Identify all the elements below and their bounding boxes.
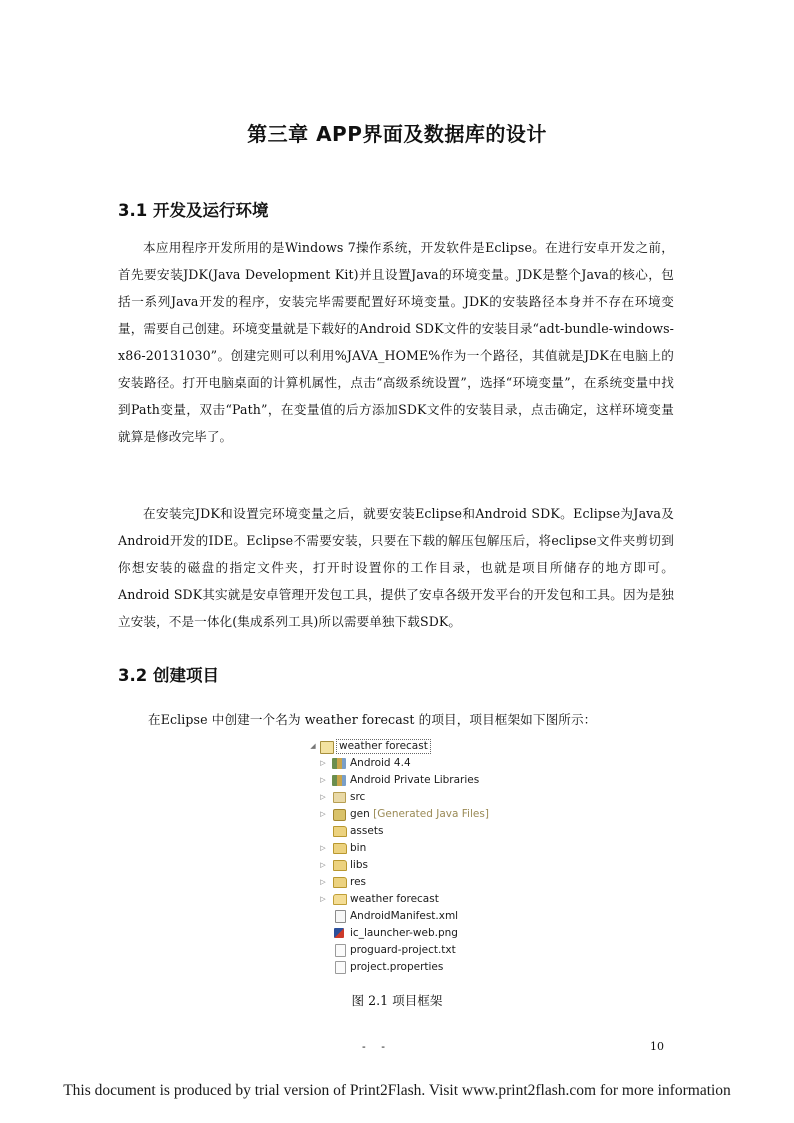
- figure-caption: 图 2.1 项目框架: [351, 993, 443, 1008]
- tree-item-label: libs: [350, 859, 368, 871]
- expanded-arrow-icon: ◢: [310, 742, 316, 750]
- folder-icon: [333, 860, 347, 871]
- tree-item: [308, 772, 498, 789]
- section-3-2-paragraph-1: 在Eclipse 中创建一个名为 weather forecast 的项目，项目框架如下图所示：: [148, 712, 597, 727]
- tree-item-label: project.properties: [350, 961, 444, 973]
- collapsed-arrow-icon: ▷: [320, 759, 326, 767]
- collapsed-arrow-icon: ▷: [320, 861, 326, 869]
- library-icon: [332, 775, 346, 786]
- project-icon: [320, 741, 334, 754]
- folder-icon: [333, 826, 347, 837]
- section-title-3-2: 3.2 创建项目: [118, 666, 219, 685]
- tree-item-label: bin: [350, 842, 367, 854]
- section-title-3-1: 3.1 开发及运行环境: [118, 201, 269, 220]
- tree-item-label: gen: [350, 808, 370, 820]
- tree-item-label: AndroidManifest.xml: [350, 910, 459, 922]
- print2flash-watermark: This document is produced by trial version of Print2Flash. Visit www.print2flash.com for more information: [63, 1082, 731, 1099]
- generated-folder-icon: [333, 809, 346, 821]
- tree-item: [308, 959, 498, 976]
- chapter-title: 第三章 APP界面及数据库的设计: [247, 122, 547, 146]
- tree-item: [308, 874, 498, 891]
- tree-root: [308, 738, 498, 755]
- tree-item: [308, 755, 498, 772]
- collapsed-arrow-icon: ▷: [320, 793, 326, 801]
- tree-item-label: assets: [350, 825, 384, 837]
- collapsed-arrow-icon: ▷: [320, 810, 326, 818]
- tree-item-label: weather forecast: [350, 893, 439, 905]
- page-dash: - -: [362, 1040, 391, 1053]
- collapsed-arrow-icon: ▷: [320, 878, 326, 886]
- image-file-icon: [334, 928, 344, 938]
- tree-item-label: ic_launcher-web.png: [350, 927, 458, 939]
- library-icon: [332, 758, 346, 769]
- text-file-icon: [335, 944, 346, 957]
- tree-item-label-group: [350, 806, 489, 823]
- tree-item: [308, 857, 498, 874]
- tree-item: [308, 806, 498, 823]
- page-number: 10: [650, 1040, 664, 1053]
- tree-item: [308, 789, 498, 806]
- tree-item-label: res: [350, 876, 367, 888]
- tree-item-label: src: [350, 791, 366, 803]
- source-folder-icon: [333, 792, 346, 803]
- section-3-1-paragraph-1: 本应用程序开发所用的是Windows 7操作系统，开发软件是Eclipse。在进行安卓开发之前，首先要安装JDK(Java Development Kit)并且设置Java的环境变量。JDK是整个Java的核心，包括一系列Java开发的程序，安装完毕需要配置好环境变量。JDK的安装路径本身并不存在环境变量，需要自己创建。环境变量就是下载好的Android SDK文件的安装目录“adt-bundle-windows-x86-20131030”。创建完则可以利用%JAVA_HOME%作为一个路径，其值就是JDK在电脑上的安装路径。打开电脑桌面的计算机属性，点击“高级系统设置”，选择“环境变量”，在系统变量中找到Path变量，双击“Path”，在变量值的后方添加SDK文件的安装目录，点击确定，这样环境变量就算是修改完毕了。: [118, 240, 674, 444]
- tree-item: [308, 942, 498, 959]
- collapsed-arrow-icon: ▷: [320, 895, 326, 903]
- tree-item: [308, 925, 498, 942]
- xml-file-icon: [335, 910, 346, 923]
- tree-item: [308, 908, 498, 925]
- text-file-icon: [335, 961, 346, 974]
- folder-icon: [333, 843, 347, 854]
- collapsed-arrow-icon: ▷: [320, 776, 326, 784]
- tree-item-label: Android 4.4: [350, 757, 411, 769]
- tree-item: [308, 891, 498, 908]
- tree-item-label: proguard-project.txt: [350, 944, 456, 956]
- collapsed-arrow-icon: ▷: [320, 844, 326, 852]
- folder-icon: [333, 877, 347, 888]
- tree-item: [308, 823, 498, 840]
- project-tree-figure: [308, 738, 498, 976]
- tree-item: [308, 840, 498, 857]
- folder-icon: [333, 894, 347, 905]
- tree-item-label: Android Private Libraries: [350, 774, 480, 786]
- tree-root-label: weather forecast: [336, 739, 431, 754]
- generated-files-suffix: [Generated Java Files]: [373, 808, 489, 820]
- section-3-1-paragraph-2: 在安装完JDK和设置完环境变量之后，就要安装Eclipse和Android SDK。Eclipse为Java及Android开发的IDE。Eclipse不需要安装，只要在下载的解压包解压后，将eclipse文件夹剪切到你想安装的磁盘的指定文件夹，打开时设置你的工作目录，也就是项目所储存的地方即可。Android SDK其实就是安卓管理开发包工具，提供了安卓各级开发平台的开发包和工具。因为是独立安装，不是一体化(集成系列工具)所以需要单独下载SDK。: [118, 506, 674, 629]
